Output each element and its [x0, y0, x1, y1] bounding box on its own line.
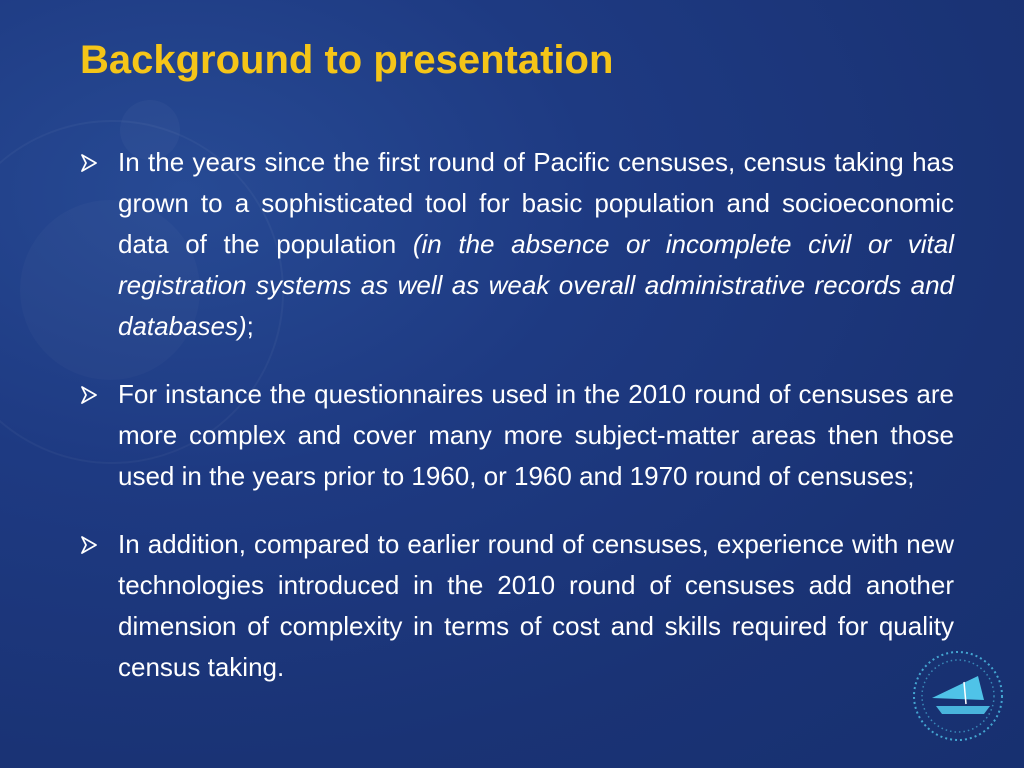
bullet-item [80, 142, 954, 347]
bullet-list [80, 142, 954, 715]
arrow-bullet-icon [80, 154, 98, 172]
bullet-item [80, 524, 954, 688]
bullet-tail-text: ; [246, 311, 254, 341]
bullet-item [80, 374, 954, 497]
bullet-text: In the years since the first round of Pacific censuses, census taking has grown to a sophisticated tool for basic population and socioeconomic data of the population [118, 147, 954, 259]
bullet-text: In addition, compared to earlier round of censuses, experience with new technologies introduced in the 2010 round of censuses add another dimension of complexity in terms of cost and skills required for quality census taking. [118, 529, 954, 682]
slide-title: Background to presentation [80, 38, 614, 82]
arrow-bullet-icon [80, 536, 98, 554]
bullet-italic-text: (in the absence or incomplete civil or vital registration systems as well as weak overall administrative records and databases) [118, 229, 954, 341]
arrow-bullet-icon [80, 386, 98, 404]
spc-logo-icon [906, 646, 1006, 746]
bullet-text: For instance the questionnaires used in the 2010 round of censuses are more complex and cover many more subject-matter areas then those used in the years prior to 1960, or 1960 and 1970 round of censuses; [118, 379, 954, 491]
